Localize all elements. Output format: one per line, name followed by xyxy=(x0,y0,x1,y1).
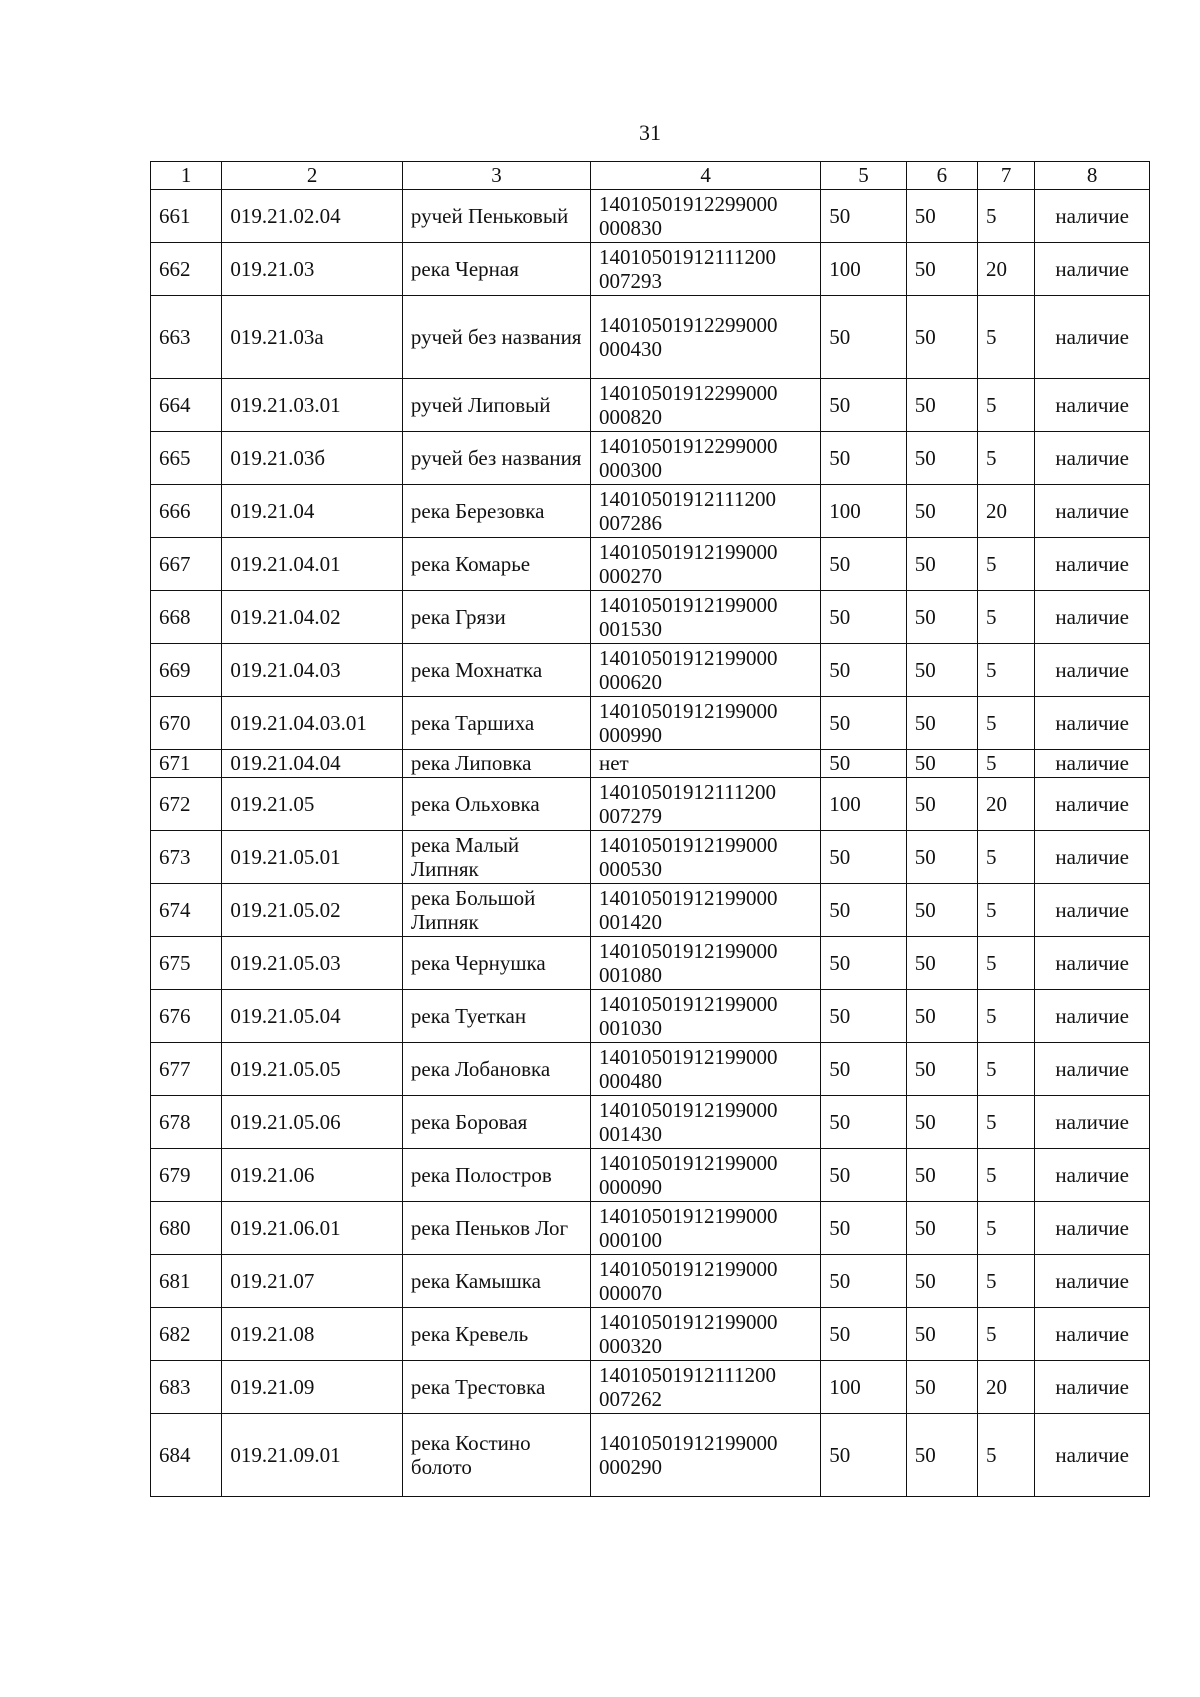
column-6-value: 50 xyxy=(906,644,977,697)
column-5-value: 100 xyxy=(821,1361,906,1414)
column-7-value: 5 xyxy=(978,884,1035,937)
column-5-value: 50 xyxy=(821,432,906,485)
column-5-value: 50 xyxy=(821,296,906,379)
row-number: 676 xyxy=(151,990,222,1043)
column-header: 2 xyxy=(222,162,403,190)
registry-number-part-1: 14010501912111200 xyxy=(599,779,776,804)
water-body-name: река Лобановка xyxy=(402,1043,590,1096)
column-6-value: 50 xyxy=(906,1255,977,1308)
registry-number xyxy=(591,1308,821,1361)
water-body-code: 019.21.05 xyxy=(222,778,403,831)
table-row xyxy=(151,1361,1150,1414)
registry-number xyxy=(591,1202,821,1255)
table-row xyxy=(151,884,1150,937)
registry-number xyxy=(591,243,821,296)
column-7-value: 20 xyxy=(978,485,1035,538)
water-body-code: 019.21.02.04 xyxy=(222,190,403,243)
registry-number-part-1: 14010501912299000 xyxy=(599,312,778,337)
registry-number-part-2: 000480 xyxy=(599,1069,662,1093)
registry-number-part-2: 000270 xyxy=(599,564,662,588)
water-body-code: 019.21.09 xyxy=(222,1361,403,1414)
registry-number-part-1: 14010501912199000 xyxy=(599,1309,778,1334)
column-6-value: 50 xyxy=(906,1096,977,1149)
registry-number-part-2: 000990 xyxy=(599,723,662,747)
presence-status: наличие xyxy=(1035,432,1150,485)
row-number: 681 xyxy=(151,1255,222,1308)
column-6-value: 50 xyxy=(906,485,977,538)
table-row xyxy=(151,831,1150,884)
presence-status: наличие xyxy=(1035,243,1150,296)
water-body-code: 019.21.05.05 xyxy=(222,1043,403,1096)
column-5-value: 50 xyxy=(821,1096,906,1149)
presence-status: наличие xyxy=(1035,296,1150,379)
row-number: 674 xyxy=(151,884,222,937)
registry-number-part-2: 000100 xyxy=(599,1228,662,1252)
column-6-value: 50 xyxy=(906,1043,977,1096)
table-row xyxy=(151,644,1150,697)
water-body-name: река Камышка xyxy=(402,1255,590,1308)
registry-number-part-1: 14010501912199000 xyxy=(599,592,778,617)
water-body-name: река Мохнатка xyxy=(402,644,590,697)
water-body-name: река Кревель xyxy=(402,1308,590,1361)
row-number: 663 xyxy=(151,296,222,379)
presence-status: наличие xyxy=(1035,1096,1150,1149)
water-body-name: река Большой Липняк xyxy=(402,884,590,937)
row-number: 677 xyxy=(151,1043,222,1096)
water-body-code: 019.21.04.03.01 xyxy=(222,697,403,750)
presence-status: наличие xyxy=(1035,884,1150,937)
registry-number-part-2: 000090 xyxy=(599,1175,662,1199)
column-6-value: 50 xyxy=(906,884,977,937)
table-row xyxy=(151,937,1150,990)
water-body-name: река Пеньков Лог xyxy=(402,1202,590,1255)
column-5-value: 50 xyxy=(821,538,906,591)
table-row xyxy=(151,485,1150,538)
column-7-value: 5 xyxy=(978,1043,1035,1096)
registry-number xyxy=(591,1096,821,1149)
column-6-value: 50 xyxy=(906,1149,977,1202)
presence-status: наличие xyxy=(1035,990,1150,1043)
presence-status: наличие xyxy=(1035,750,1150,778)
column-7-value: 5 xyxy=(978,190,1035,243)
column-6-value: 50 xyxy=(906,1308,977,1361)
water-body-code: 019.21.06 xyxy=(222,1149,403,1202)
row-number: 666 xyxy=(151,485,222,538)
row-number: 684 xyxy=(151,1414,222,1497)
column-5-value: 100 xyxy=(821,485,906,538)
column-7-value: 5 xyxy=(978,937,1035,990)
column-5-value: 50 xyxy=(821,591,906,644)
registry-number-part-2: 007293 xyxy=(599,269,662,293)
registry-number-part-2: 001420 xyxy=(599,910,662,934)
registry-number xyxy=(591,1255,821,1308)
registry-number xyxy=(591,831,821,884)
table-row xyxy=(151,243,1150,296)
registry-number-part-1: 14010501912199000 xyxy=(599,938,778,963)
water-body-code: 019.21.09.01 xyxy=(222,1414,403,1497)
column-5-value: 50 xyxy=(821,644,906,697)
row-number: 662 xyxy=(151,243,222,296)
water-body-code: 019.21.05.01 xyxy=(222,831,403,884)
registry-number xyxy=(591,190,821,243)
water-body-name: река Полостров xyxy=(402,1149,590,1202)
column-5-value: 50 xyxy=(821,831,906,884)
water-body-code: 019.21.06.01 xyxy=(222,1202,403,1255)
registry-number xyxy=(591,697,821,750)
row-number: 679 xyxy=(151,1149,222,1202)
row-number: 661 xyxy=(151,190,222,243)
column-7-value: 5 xyxy=(978,750,1035,778)
registry-number-part-2: 000530 xyxy=(599,857,662,881)
registry-number xyxy=(591,1043,821,1096)
registry-number-part-2: 007286 xyxy=(599,511,662,535)
presence-status: наличие xyxy=(1035,697,1150,750)
water-body-name: река Трестовка xyxy=(402,1361,590,1414)
row-number: 665 xyxy=(151,432,222,485)
row-number: 671 xyxy=(151,750,222,778)
water-body-name: ручей без названия xyxy=(402,296,590,379)
column-7-value: 5 xyxy=(978,296,1035,379)
water-body-name: река Ольховка xyxy=(402,778,590,831)
table-row xyxy=(151,591,1150,644)
column-5-value: 100 xyxy=(821,778,906,831)
row-number: 683 xyxy=(151,1361,222,1414)
water-body-code: 019.21.07 xyxy=(222,1255,403,1308)
column-7-value: 5 xyxy=(978,831,1035,884)
table-row xyxy=(151,1255,1150,1308)
row-number: 682 xyxy=(151,1308,222,1361)
registry-number-part-1: 14010501912199000 xyxy=(599,539,778,564)
presence-status: наличие xyxy=(1035,1361,1150,1414)
registry-number xyxy=(591,644,821,697)
column-6-value: 50 xyxy=(906,591,977,644)
row-number: 669 xyxy=(151,644,222,697)
table-row xyxy=(151,296,1150,379)
column-7-value: 20 xyxy=(978,1361,1035,1414)
column-5-value: 50 xyxy=(821,1043,906,1096)
presence-status: наличие xyxy=(1035,1149,1150,1202)
presence-status: наличие xyxy=(1035,485,1150,538)
row-number: 678 xyxy=(151,1096,222,1149)
column-7-value: 5 xyxy=(978,1255,1035,1308)
column-5-value: 100 xyxy=(821,243,906,296)
column-7-value: 5 xyxy=(978,591,1035,644)
column-5-value: 50 xyxy=(821,379,906,432)
column-7-value: 5 xyxy=(978,1308,1035,1361)
water-body-name: река Малый Липняк xyxy=(402,831,590,884)
registry-number-part-2: 000620 xyxy=(599,670,662,694)
registry-number-part-2: 001030 xyxy=(599,1016,662,1040)
presence-status: наличие xyxy=(1035,190,1150,243)
registry-number xyxy=(591,750,821,778)
registry-number xyxy=(591,1149,821,1202)
presence-status: наличие xyxy=(1035,831,1150,884)
registry-number-part-2: 001530 xyxy=(599,617,662,641)
registry-number-part-1: нет xyxy=(599,751,629,776)
water-body-name: река Грязи xyxy=(402,591,590,644)
registry-number xyxy=(591,432,821,485)
water-body-code: 019.21.03а xyxy=(222,296,403,379)
column-6-value: 50 xyxy=(906,243,977,296)
water-body-code: 019.21.03.01 xyxy=(222,379,403,432)
column-6-value: 50 xyxy=(906,432,977,485)
registry-number-part-1: 14010501912111200 xyxy=(599,486,776,511)
water-body-code: 019.21.04 xyxy=(222,485,403,538)
column-5-value: 50 xyxy=(821,697,906,750)
column-6-value: 50 xyxy=(906,296,977,379)
registry-number xyxy=(591,379,821,432)
presence-status: наличие xyxy=(1035,379,1150,432)
table-row xyxy=(151,1096,1150,1149)
presence-status: наличие xyxy=(1035,644,1150,697)
column-5-value: 50 xyxy=(821,990,906,1043)
table-row xyxy=(151,379,1150,432)
column-header: 1 xyxy=(151,162,222,190)
registry-number xyxy=(591,990,821,1043)
registry-number-part-1: 14010501912299000 xyxy=(599,380,778,405)
presence-status: наличие xyxy=(1035,1043,1150,1096)
water-body-name: река Боровая xyxy=(402,1096,590,1149)
registry-number-part-2: 000820 xyxy=(599,405,662,429)
column-5-value: 50 xyxy=(821,190,906,243)
column-header: 6 xyxy=(906,162,977,190)
water-bodies-table xyxy=(150,161,1150,1497)
table-row xyxy=(151,1202,1150,1255)
water-body-code: 019.21.05.06 xyxy=(222,1096,403,1149)
registry-number-part-1: 14010501912199000 xyxy=(599,1256,778,1281)
registry-number xyxy=(591,591,821,644)
row-number: 668 xyxy=(151,591,222,644)
presence-status: наличие xyxy=(1035,1308,1150,1361)
registry-number-part-2: 000300 xyxy=(599,458,662,482)
registry-number-part-1: 14010501912199000 xyxy=(599,1097,778,1122)
table-row xyxy=(151,778,1150,831)
column-7-value: 5 xyxy=(978,990,1035,1043)
registry-number-part-2: 000320 xyxy=(599,1334,662,1358)
column-header: 3 xyxy=(402,162,590,190)
table-row xyxy=(151,432,1150,485)
column-6-value: 50 xyxy=(906,1202,977,1255)
column-6-value: 50 xyxy=(906,379,977,432)
column-7-value: 5 xyxy=(978,379,1035,432)
column-5-value: 50 xyxy=(821,1255,906,1308)
table-row xyxy=(151,990,1150,1043)
registry-number-part-2: 001430 xyxy=(599,1122,662,1146)
presence-status: наличие xyxy=(1035,1255,1150,1308)
registry-number-part-2: 000430 xyxy=(599,337,662,361)
row-number: 670 xyxy=(151,697,222,750)
water-body-code: 019.21.08 xyxy=(222,1308,403,1361)
registry-number xyxy=(591,485,821,538)
column-6-value: 50 xyxy=(906,190,977,243)
column-5-value: 50 xyxy=(821,1308,906,1361)
column-6-value: 50 xyxy=(906,778,977,831)
presence-status: наличие xyxy=(1035,937,1150,990)
water-body-code: 019.21.04.02 xyxy=(222,591,403,644)
registry-number xyxy=(591,778,821,831)
column-header: 5 xyxy=(821,162,906,190)
column-5-value: 50 xyxy=(821,1414,906,1497)
table-row xyxy=(151,1149,1150,1202)
water-body-name: ручей Липовый xyxy=(402,379,590,432)
page-number: 31 xyxy=(639,120,661,145)
water-body-name: река Черная xyxy=(402,243,590,296)
column-6-value: 50 xyxy=(906,990,977,1043)
water-body-code: 019.21.03б xyxy=(222,432,403,485)
column-6-value: 50 xyxy=(906,937,977,990)
registry-number xyxy=(591,296,821,379)
registry-number-part-1: 14010501912199000 xyxy=(599,698,778,723)
registry-number-part-1: 14010501912199000 xyxy=(599,1203,778,1228)
registry-number-part-1: 14010501912111200 xyxy=(599,244,776,269)
water-body-code: 019.21.05.04 xyxy=(222,990,403,1043)
water-body-name: ручей Пеньковый xyxy=(402,190,590,243)
water-body-name: река Чернушка xyxy=(402,937,590,990)
registry-number-part-2: 007262 xyxy=(599,1387,662,1411)
column-7-value: 5 xyxy=(978,1414,1035,1497)
registry-number-part-1: 14010501912199000 xyxy=(599,991,778,1016)
registry-number xyxy=(591,1361,821,1414)
row-number: 673 xyxy=(151,831,222,884)
registry-number-part-1: 14010501912299000 xyxy=(599,433,778,458)
registry-number-part-1: 14010501912199000 xyxy=(599,1044,778,1069)
column-5-value: 50 xyxy=(821,750,906,778)
column-7-value: 5 xyxy=(978,538,1035,591)
column-5-value: 50 xyxy=(821,1149,906,1202)
registry-number-part-1: 14010501912199000 xyxy=(599,1150,778,1175)
presence-status: наличие xyxy=(1035,778,1150,831)
column-7-value: 5 xyxy=(978,644,1035,697)
registry-number xyxy=(591,1414,821,1497)
column-7-value: 5 xyxy=(978,1096,1035,1149)
column-6-value: 50 xyxy=(906,697,977,750)
table-row xyxy=(151,1308,1150,1361)
presence-status: наличие xyxy=(1035,1202,1150,1255)
water-body-code: 019.21.05.02 xyxy=(222,884,403,937)
water-body-code: 019.21.05.03 xyxy=(222,937,403,990)
table-row xyxy=(151,750,1150,778)
column-header: 8 xyxy=(1035,162,1150,190)
registry-number xyxy=(591,884,821,937)
column-5-value: 50 xyxy=(821,884,906,937)
water-body-name: река Туеткан xyxy=(402,990,590,1043)
water-body-code: 019.21.04.04 xyxy=(222,750,403,778)
registry-number-part-2: 000830 xyxy=(599,216,662,240)
table-row xyxy=(151,1414,1150,1497)
registry-number xyxy=(591,538,821,591)
column-header: 7 xyxy=(978,162,1035,190)
water-body-code: 019.21.04.03 xyxy=(222,644,403,697)
registry-number-part-1: 14010501912199000 xyxy=(599,832,778,857)
column-5-value: 50 xyxy=(821,1202,906,1255)
header-row xyxy=(151,162,1150,190)
row-number: 680 xyxy=(151,1202,222,1255)
table-row xyxy=(151,1043,1150,1096)
column-6-value: 50 xyxy=(906,1414,977,1497)
water-body-code: 019.21.03 xyxy=(222,243,403,296)
water-body-name: река Липовка xyxy=(402,750,590,778)
column-7-value: 20 xyxy=(978,778,1035,831)
registry-number-part-2: 000070 xyxy=(599,1281,662,1305)
registry-number-part-1: 14010501912199000 xyxy=(599,645,778,670)
registry-number-part-1: 14010501912111200 xyxy=(599,1362,776,1387)
column-7-value: 20 xyxy=(978,243,1035,296)
registry-number-part-1: 14010501912299000 xyxy=(599,191,778,216)
column-7-value: 5 xyxy=(978,697,1035,750)
presence-status: наличие xyxy=(1035,1414,1150,1497)
table-body xyxy=(151,190,1150,1497)
column-6-value: 50 xyxy=(906,538,977,591)
registry-number-part-2: 001080 xyxy=(599,963,662,987)
water-body-name: ручей без названия xyxy=(402,432,590,485)
row-number: 675 xyxy=(151,937,222,990)
column-7-value: 5 xyxy=(978,1202,1035,1255)
table-row xyxy=(151,190,1150,243)
row-number: 672 xyxy=(151,778,222,831)
column-6-value: 50 xyxy=(906,750,977,778)
row-number: 664 xyxy=(151,379,222,432)
table-row xyxy=(151,697,1150,750)
water-body-name: река Комарье xyxy=(402,538,590,591)
registry-number-part-2: 007279 xyxy=(599,804,662,828)
column-5-value: 50 xyxy=(821,937,906,990)
table-row xyxy=(151,538,1150,591)
registry-number-part-2: 000290 xyxy=(599,1455,662,1479)
water-body-code: 019.21.04.01 xyxy=(222,538,403,591)
registry-number-part-1: 14010501912199000 xyxy=(599,885,778,910)
column-6-value: 50 xyxy=(906,831,977,884)
water-body-name: река Таршиха xyxy=(402,697,590,750)
row-number: 667 xyxy=(151,538,222,591)
column-7-value: 5 xyxy=(978,1149,1035,1202)
column-7-value: 5 xyxy=(978,432,1035,485)
column-header: 4 xyxy=(591,162,821,190)
presence-status: наличие xyxy=(1035,538,1150,591)
water-body-name: река Березовка xyxy=(402,485,590,538)
registry-number-part-1: 14010501912199000 xyxy=(599,1430,778,1455)
presence-status: наличие xyxy=(1035,591,1150,644)
water-body-name: река Костино болото xyxy=(402,1414,590,1497)
column-6-value: 50 xyxy=(906,1361,977,1414)
registry-number xyxy=(591,937,821,990)
